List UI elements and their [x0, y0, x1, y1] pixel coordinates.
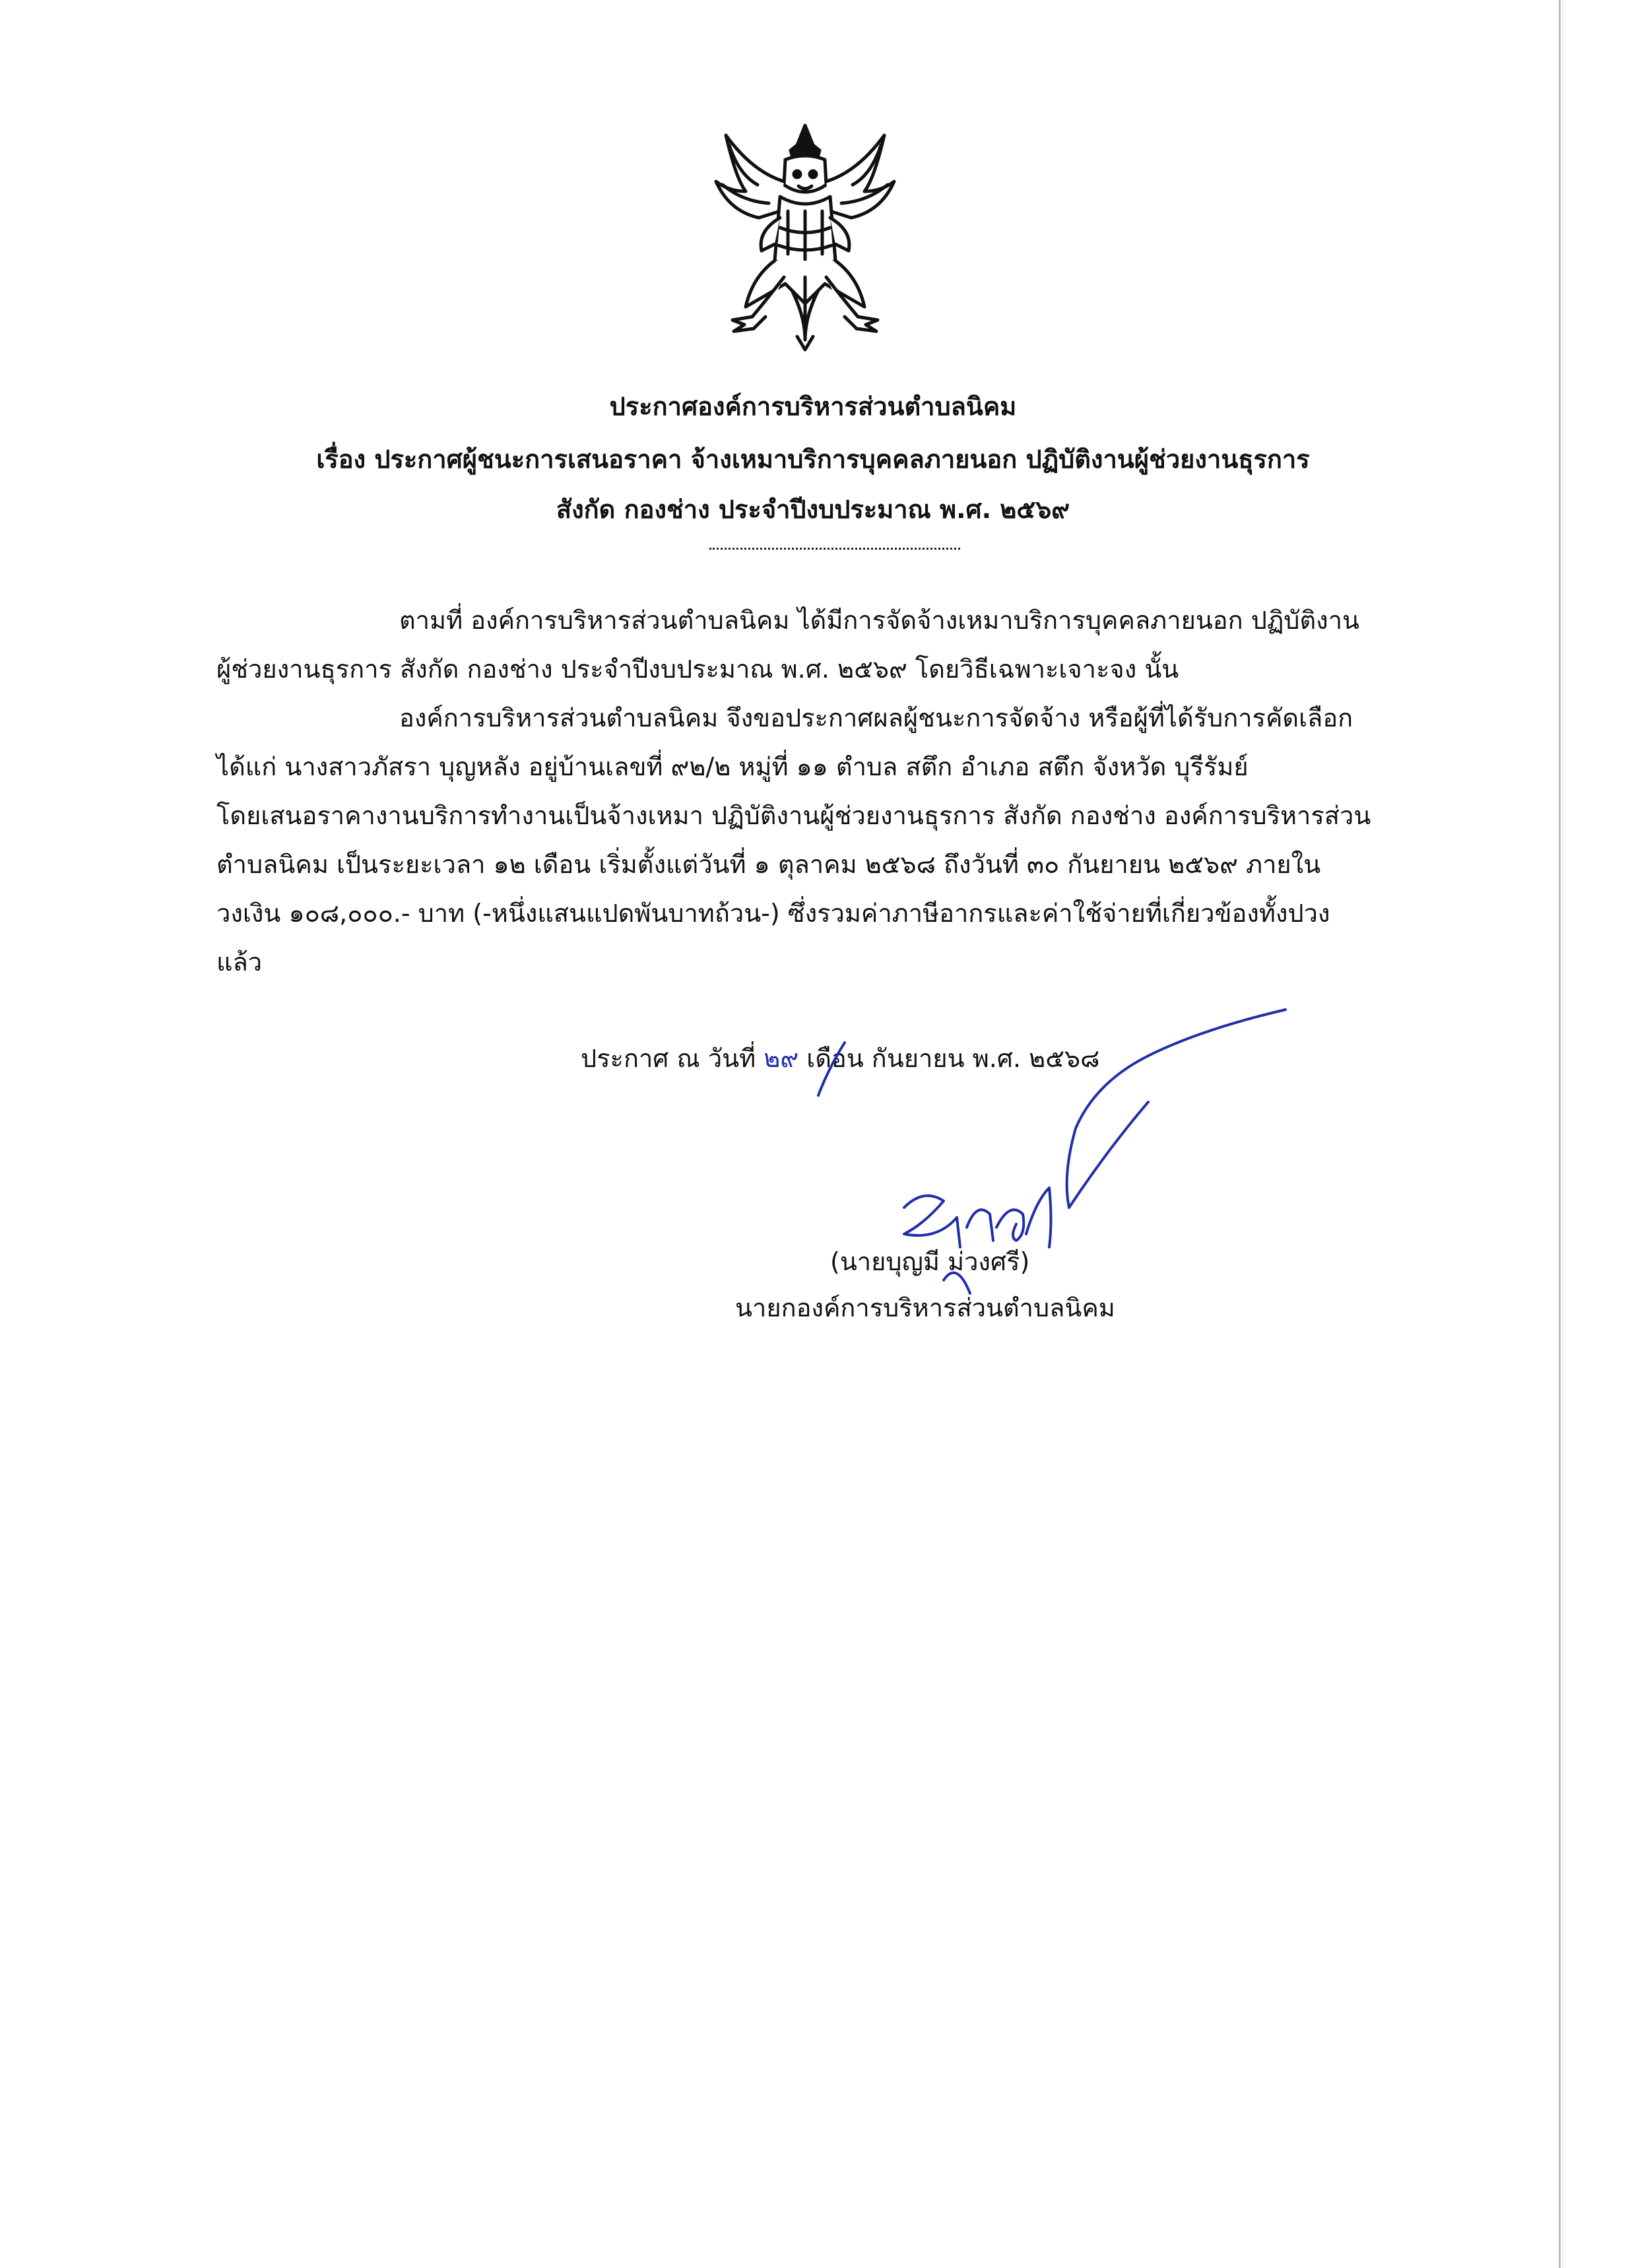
signer-name: (นายบุญมี ม่วงศรี) [830, 1247, 1030, 1276]
page-edge-line [1559, 0, 1561, 2268]
date-prefix: ประกาศ ณ วันที่ [581, 1044, 756, 1073]
para1-line-2: ผู้ช่วยงานธุรการ สังกัด กองช่าง ประจำปีงบประมาณ พ.ศ. ๒๕๖๙ โดยวิธีเฉพาะเจาะจง นั้น [216, 655, 1179, 684]
announcement-heading: ประกาศองค์การบริหารส่วนตำบลนิคม [609, 392, 1017, 421]
signer-title: นายกองค์การบริหารส่วนตำบลนิคม [735, 1293, 1115, 1322]
para2-line-1: องค์การบริหารส่วนตำบลนิคม จึงขอประกาศผลผู้ชนะการจัดจ้าง หรือผู้ที่ได้รับการคัดเลือก [399, 703, 1353, 732]
dotted-separator [709, 541, 960, 550]
para2-line-2: ได้แก่ นางสาวภัสรา บุญหลัง อยู่บ้านเลขที่ ๙๒/๒ หมู่ที่ ๑๑ ตำบล สตึก อำเภอ สตึก จังหวัด บุรีรัมย์ [216, 752, 1249, 781]
para2-line-4: ตำบลนิคม เป็นระยะเวลา ๑๒ เดือน เริ่มตั้งแต่วันที่ ๑ ตุลาคม ๒๕๖๘ ถึงวันที่ ๓๐ กันยายน ๒๕๖๙ ภายใน [216, 850, 1321, 879]
date-month: เดือน กันยายน พ.ศ. [806, 1044, 1022, 1073]
para2-line-6: แล้ว [216, 948, 263, 977]
announce-date-line [581, 1040, 1099, 1077]
para1-line-1: ตามที่ องค์การบริหารส่วนตำบลนิคม ได้มีการจัดจ้างเหมาบริการบุคคลภายนอก ปฏิบัติงาน [399, 606, 1360, 635]
date-day: ๒๙ [764, 1044, 799, 1073]
subject-line-1: เรื่อง ประกาศผู้ชนะการเสนอราคา จ้างเหมาบริการบุคคลภายนอก ปฏิบัติงานผู้ช่วยงานธุรการ [316, 445, 1310, 474]
subject-line-2: สังกัด กองช่าง ประจำปีงบประมาณ พ.ศ. ๒๕๖๙ [556, 495, 1070, 524]
para2-line-3: โดยเสนอราคางานบริการทำงานเป็นจ้างเหมา ปฏิบัติงานผู้ช่วยงานธุรการ สังกัด กองช่าง องค์การบริหารส่วน [216, 801, 1371, 830]
garuda-emblem-icon [706, 119, 904, 356]
para2-line-5: วงเงิน ๑๐๘,๐๐๐.- บาท (-หนึ่งแสนแปดพันบาทถ้วน-) ซึ่งรวมค่าภาษีอากรและค่าใช้จ่ายที่เกี่ยวข้องทั้งปวง [216, 899, 1330, 928]
date-year: ๒๕๖๘ [1029, 1044, 1100, 1073]
